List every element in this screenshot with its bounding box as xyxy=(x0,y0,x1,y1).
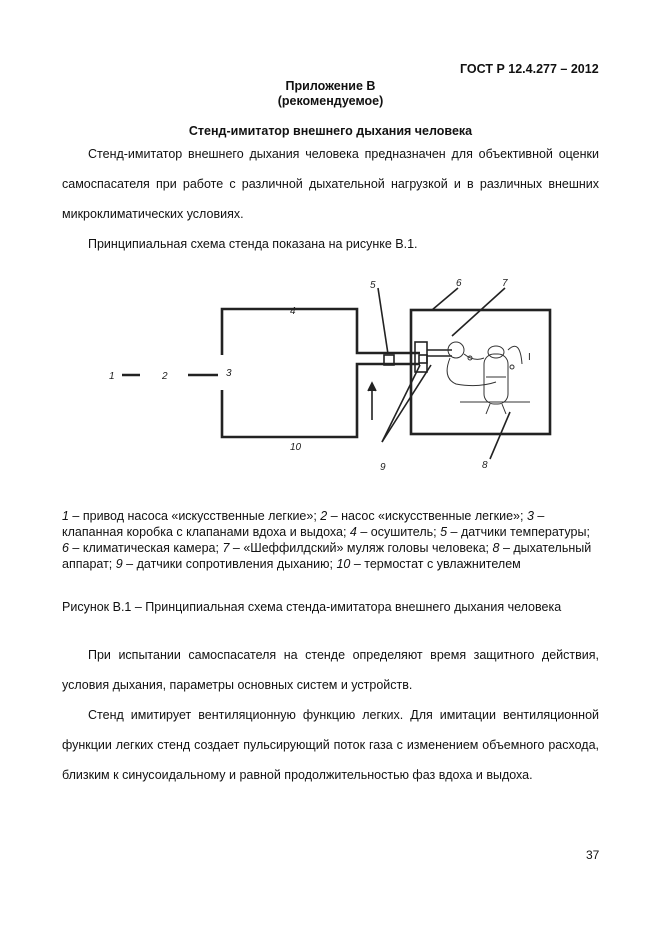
figure-caption: Рисунок В.1 – Принципиальная схема стенда-имитатора внешнего дыхания человека xyxy=(62,600,562,614)
label-10: 10 xyxy=(290,442,302,453)
legend-text: – климатическая камера; xyxy=(68,541,223,555)
paragraph-ventilation: Стенд имитирует вентиляционную функцию легких. Для имитации вентиляционной функции легких стенд создает пульсирующий поток газа с изменением объемного расхода, близким к синусоидальному и равной продолжительностью фаз вдоха и выдоха. xyxy=(62,708,599,782)
label-2: 2 xyxy=(162,371,168,382)
stand-schematic-figure xyxy=(100,272,560,477)
label-1: 1 xyxy=(109,371,115,382)
figure-legend xyxy=(62,508,599,572)
label-roman-one: I xyxy=(528,352,531,363)
paragraph-purpose: Стенд-имитатор внешнего дыхания человека предназначен для объективной оценки самоспасателя при работе с различной дыхательной нагрузкой и в различных внешних микроклиматических условиях. xyxy=(62,147,599,221)
legend-text: – «Шеффилдский» муляж головы человека; xyxy=(229,541,493,555)
legend-num: 1 xyxy=(62,509,69,523)
label-5: 5 xyxy=(370,280,376,291)
legend-text: – датчики температуры; xyxy=(447,525,590,539)
label-6: 6 xyxy=(456,278,462,289)
intro-text xyxy=(62,139,599,259)
legend-num: 6 xyxy=(62,541,69,555)
legend-num: 10 xyxy=(336,557,351,571)
legend-num: 9 xyxy=(115,557,123,571)
legend-num: 3 xyxy=(526,509,534,523)
label-9: 9 xyxy=(380,462,386,473)
label-4: 4 xyxy=(290,306,296,317)
legend-text: – привод насоса «искусственные легкие»; xyxy=(68,509,321,523)
label-7: 7 xyxy=(502,278,508,289)
appendix-note: (рекомендуемое) xyxy=(277,94,384,108)
legend-text: – датчики сопротивления дыханию; xyxy=(122,557,337,571)
legend-num: 2 xyxy=(320,509,328,523)
page-number: 37 xyxy=(586,848,600,862)
legend-text: – дыхательный аппарат; xyxy=(62,541,592,571)
paragraph-testing: При испытании самоспасателя на стенде определяют время защитного действия, условия дыхания, параметры основных систем и устройств. xyxy=(62,648,599,692)
head-dummy-drawing xyxy=(447,342,530,414)
legend-num: 8 xyxy=(492,541,500,555)
label-8: 8 xyxy=(482,460,488,471)
legend-text: – термостат с увлажнителем xyxy=(350,557,521,571)
appendix-title: Приложение В xyxy=(285,79,376,93)
legend-num: 4 xyxy=(349,525,357,539)
section-title: Стенд-имитатор внешнего дыхания человека xyxy=(188,124,473,138)
paragraph-figure-ref: Принципиальная схема стенда показана на рисунке В.1. xyxy=(88,237,418,251)
label-3: 3 xyxy=(226,368,232,379)
legend-num: 5 xyxy=(440,525,448,539)
legend-text: – насос «искусственные легкие»; xyxy=(327,509,527,523)
legend-text: – осушитель; xyxy=(356,525,441,539)
body-text xyxy=(62,640,599,790)
legend-num: 7 xyxy=(222,541,230,555)
legend-text: – клапанная коробка с клапанами вдоха и выдоха; xyxy=(62,509,545,539)
standard-number: ГОСТ Р 12.4.277 – 2012 xyxy=(460,62,599,76)
